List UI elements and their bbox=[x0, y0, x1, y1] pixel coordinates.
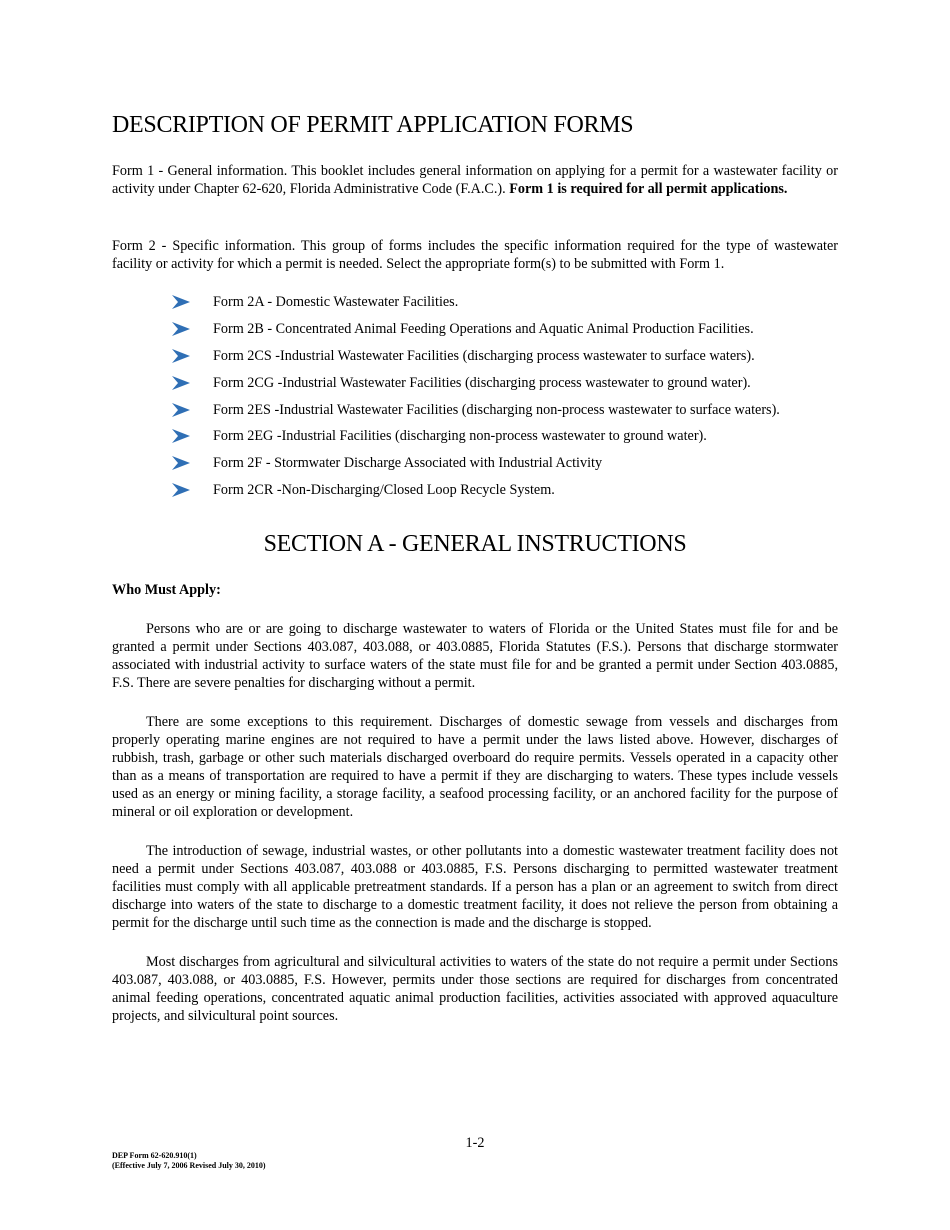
form-footer bbox=[112, 1151, 266, 1171]
form-2eg-label: Form 2EG -Industrial Facilities (discharging non-process wastewater to ground water). bbox=[213, 428, 707, 445]
form-2cg-label: Form 2CG -Industrial Wastewater Facilities (discharging process wastewater to ground water). bbox=[213, 374, 751, 391]
form-2es-label: Form 2ES -Industrial Wastewater Facilities (discharging non-process wastewater to surface waters). bbox=[213, 401, 780, 418]
form2-paragraph: Form 2 - Specific information. This group of forms includes the specific information required for the type of wastewater facility or activity for which a permit is needed. Select the appropriate form(s) to be submitted with Form 1. bbox=[112, 238, 838, 272]
form-2cs-label: Form 2CS -Industrial Wastewater Facilities (discharging process wastewater to surface waters). bbox=[213, 347, 755, 364]
page-number: 1-2 bbox=[465, 1135, 485, 1151]
footer-effective-date: (Effective July 7, 2006 Revised July 30, 2010) bbox=[112, 1161, 266, 1170]
chevron-arrow-icon bbox=[172, 481, 213, 499]
form-2cr-label: Form 2CR -Non-Discharging/Closed Loop Recycle System. bbox=[213, 482, 555, 499]
chevron-arrow-icon bbox=[172, 454, 213, 472]
paragraph-exceptions: There are some exceptions to this requirement. Discharges of domestic sewage from vessels and discharges from properly operating marine engines are not required to have a permit under the laws listed above. However, discharges of rubbish, trash, garbage or other such materials discharged overboard do require permits. Vessels operated in a capacity other than as a means of transportation are required to have a permit if they are discharging to waters. These types include vessels used as an energy or mining facility, a storage facility, a seafood processing facility, or an anchored facility for the purpose of mineral or oil exploration or development. bbox=[112, 714, 838, 820]
form1-required-note: Form 1 is required for all permit applications. bbox=[509, 181, 788, 197]
list-item bbox=[172, 401, 780, 428]
who-must-apply-heading: Who Must Apply: bbox=[112, 582, 221, 598]
list-item bbox=[172, 347, 780, 374]
paragraph-who-must-apply: Persons who are or are going to discharge wastewater to waters of Florida or the United States must file for and be granted a permit under Sections 403.087, 403.088, or 403.0885, Florida Statutes (F.S.). Persons that discharge stormwater associated with industrial activity to surface waters of the state must file for and be granted a permit under Section 403.0885, F.S. There are severe penalties for discharging without a permit. bbox=[112, 621, 838, 691]
chevron-arrow-icon bbox=[172, 320, 213, 338]
chevron-arrow-icon bbox=[172, 427, 213, 445]
list-item bbox=[172, 454, 780, 481]
chevron-arrow-icon bbox=[172, 347, 213, 365]
list-item bbox=[172, 293, 780, 320]
chevron-arrow-icon bbox=[172, 401, 213, 419]
paragraph-sewage-introduction: The introduction of sewage, industrial wastes, or other pollutants into a domestic wastewater treatment facility does not need a permit under Sections 403.087, 403.088 or 403.0885, F.S. Persons discharging to permitted wastewater treatment facilities must comply with all applicable pretreatment standards. If a person has a plan or an agreement to switch from direct discharge into waters of the state to discharge to a domestic treatment facility, it does not relieve the person from obtaining a permit for the discharge until such time as the connection is made and the discharge is stopped. bbox=[112, 843, 838, 931]
chevron-arrow-icon bbox=[172, 374, 213, 392]
form-2b-label: Form 2B - Concentrated Animal Feeding Operations and Aquatic Animal Production Facilities. bbox=[213, 320, 754, 337]
list-item bbox=[172, 481, 780, 508]
form1-paragraph bbox=[112, 162, 838, 198]
heading-permit-forms: DESCRIPTION OF PERMIT APPLICATION FORMS bbox=[112, 112, 634, 138]
list-item bbox=[172, 320, 780, 347]
footer-form-number: DEP Form 62-620.910(1) bbox=[112, 1151, 197, 1160]
heading-section-a: SECTION A - GENERAL INSTRUCTIONS bbox=[263, 531, 687, 557]
paragraph-agricultural: Most discharges from agricultural and silvicultural activities to waters of the state do not require a permit under Sections 403.087, 403.088, or 403.0885, F.S. However, permits under those sections are required for discharges from concentrated animal feeding operations, concentrated aquatic animal production facilities, activities associated with approved aquaculture projects, and silvicultural point sources. bbox=[112, 954, 838, 1024]
list-item bbox=[172, 374, 780, 401]
chevron-arrow-icon bbox=[172, 293, 213, 311]
list-item bbox=[172, 427, 780, 454]
form-2a-label: Form 2A - Domestic Wastewater Facilities. bbox=[213, 294, 459, 310]
form-2f-label: Form 2F - Stormwater Discharge Associated with Industrial Activity bbox=[213, 455, 603, 472]
form1-text: Form 1 - General information. This booklet includes general information on applying for a permit for a wastewater facility or activity under Chapter 62-620, Florida Administrative Code (F.A.C.). bbox=[112, 163, 838, 197]
forms-list bbox=[172, 293, 780, 508]
